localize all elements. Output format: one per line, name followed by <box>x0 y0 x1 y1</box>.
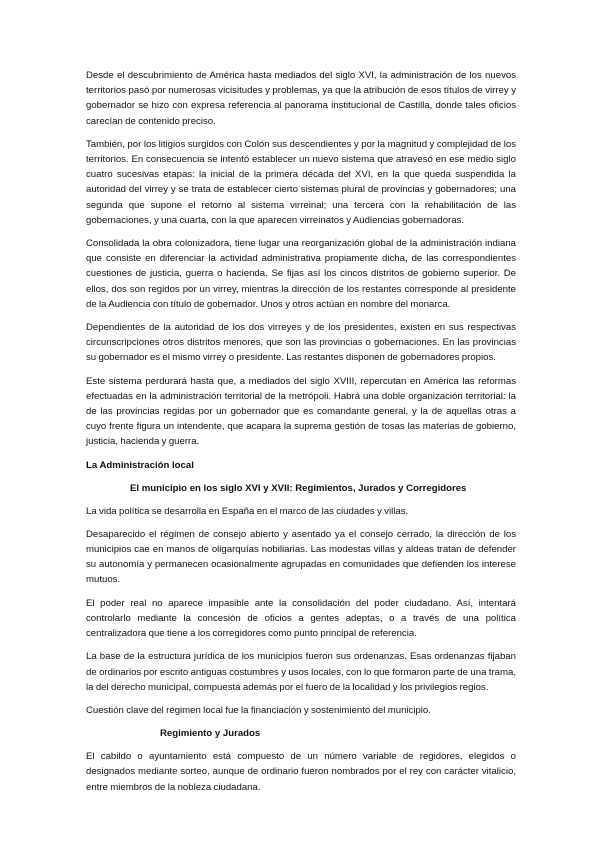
paragraph: Desaparecido el régimen de consejo abierto y asentado ya el consejo cerrado, la dirección de los municipios cae en manos de oligarquías nobiliarias. Las modestas villas y aldeas tratan de defender su autonomía y permanecen ocasionalmente agrupadas en comunidades que defienden los interese mutuos. <box>86 528 516 586</box>
paragraph: El cabildo o ayuntamiento está compuesto de un número variable de regidores, elegidos o designados mediante sorteo, aunque de ordinario fueron nombrados por el rey con carácter vitalicio, entre miembros de la nobleza ciudadana. <box>86 751 516 793</box>
paragraph: Cuestión clave del régimen local fue la financiación y sostenimiento del municipio. <box>86 704 431 716</box>
paragraph: El poder real no aparece impasible ante la consolidación del poder ciudadano. Así, intentará controlarlo mediante la concesión de oficios a gentes adeptas, o a través de una política centralizadora que tiene a los corregidores como punto principal de referencia. <box>86 597 516 640</box>
subsection-heading: El municipio en los siglo XVI y XVII: Regimientos, Jurados y Corregidores <box>130 482 467 494</box>
section-heading: La Administración local <box>86 459 194 471</box>
paragraph: Dependientes de la autoridad de los dos virreyes y de los presidentes, existen en sus respectivas circunscripciones otros distritos menores, que son las provincias o gobernaciones. En las provincias su gobernador es el mismo virrey o presidente. Las restantes disponen de gobernadores propios. <box>86 322 516 364</box>
paragraph: La base de la estructura jurídica de los municipios fueron sus ordenanzas. Esas ordenanzas fijaban de ordinarios por escrito antiguas costumbres y usos locales, con lo que formaron parte de una trama, la del derecho municipal, compuesta además por el fuero de la localidad y los privilegios regios. <box>86 651 516 693</box>
paragraph: Consolidada la obra colonizadora, tiene lugar una reorganización global de la administración indiana que consiste en diferenciar la actividad administrativa propiamente dicha, de las correspondientes cuestiones de justicia, guerra o hacienda. Se fijas así los cincos distritos de gobierno superior. De ellos, dos son regidos por un virrey, mientras la dirección de los restantes corresponde al presidente de la Audiencia con título de gobernador. Unos y otros actúan en nombre del monarca. <box>86 238 516 310</box>
paragraph: Desde el descubrimiento de América hasta mediados del siglo XVI, la administración de los nuevos territorios pasó por numerosas vicisitudes y problemas, ya que la atribución de esos títulos de virrey y gobernador se hizo con expresa referencia al panorama institucional de Castilla, donde tales oficios carecían de contenido preciso. <box>86 70 516 127</box>
subsection-heading: Regimiento y Jurados <box>160 728 261 740</box>
paragraph: También, por los litigios surgidos con Colón sus descendientes y por la magnitud y complejidad de los territorios. En consecuencia se intentó establecer un nuevo sistema que atravesó en ese medio siglo cuatro sucesivas etapas: la inicial de la primera década del XVI, en la que queda suspendida la autoridad del virrey y se trata de establecer cierto sistemas plural de provincias y gobernadores; una segunda que supone el retorno al sistema virreinal; una tercera con la rehabilitación de las gobernaciones, y una cuarta, con la que aparecen virreinatos y Audiencias gobernadoras. <box>86 138 516 226</box>
paragraph: Este sistema perdurará hasta que, a mediados del siglo XVIII, repercutan en América las reformas efectuadas en la administración territorial de la metrópoli. Habrá una doble organización territorial: la de las provincias regidas por un gobernador que es comandante general, y la de aquellas otras a cuyo frente figura un intendente, que acapara la suprema gestión de tosas las materias de gobierno, justicia, hacienda y guerra. <box>86 375 516 448</box>
paragraph: La vida política se desarrolla en España en el marco de las ciudades y villas. <box>86 505 409 517</box>
